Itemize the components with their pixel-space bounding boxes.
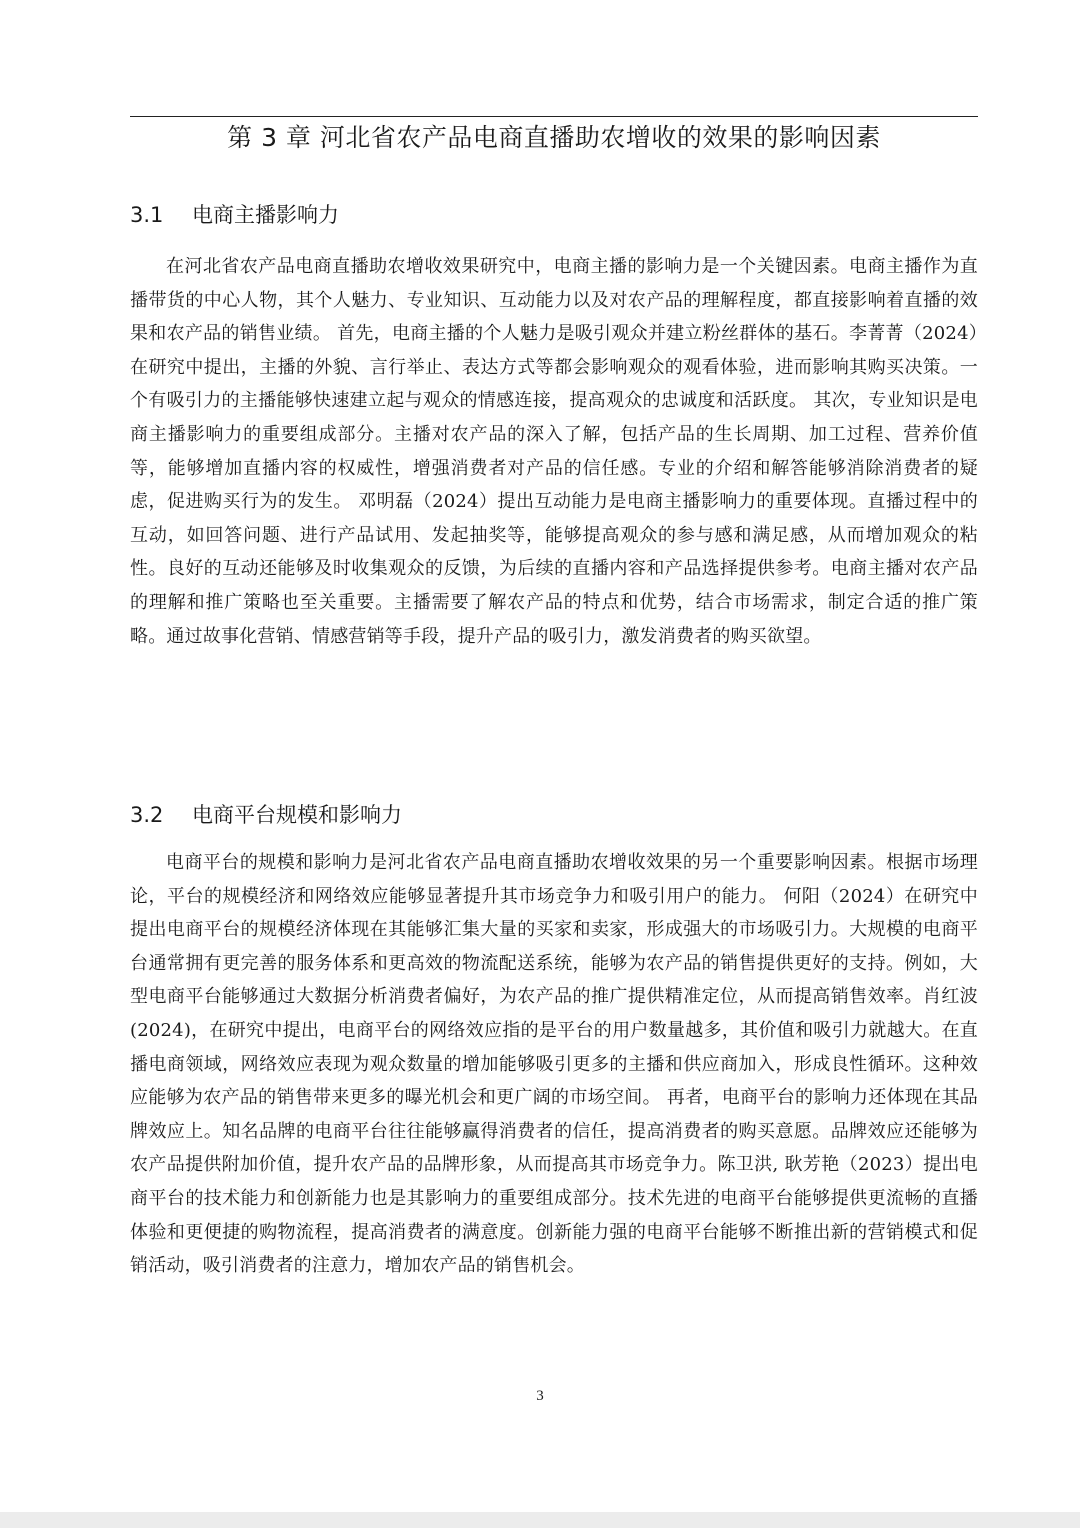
section-paragraph-3-2: 电商平台的规模和影响力是河北省农产品电商直播助农增收效果的另一个重要影响因素。根据市场理论，平台的规模经济和网络效应能够显著提升其市场竞争力和吸引用户的能力。 何阳（2024）在研究中提出电商平台的规模经济体现在其能够汇集大量的买家和卖家，形成强大的市场吸引力。大规模的电商平台通常拥有更完善的服务体系和更高效的物流配送系统，能够为农产品的销售提供更好的支持。例如，大型电商平台能够通过大数据分析消费者偏好，为农产品的推广提供精准定位，从而提高销售效率。肖红波(2024)，在研究中提出，电商平台的网络效应指的是平台的用户数量越多，其价值和吸引力就越大。在直播电商领域，网络效应表现为观众数量的增加能够吸引更多的主播和供应商加入，形成良性循环。这种效应能够为农产品的销售带来更多的曝光机会和更广阔的市场空间。 再者，电商平台的影响力还体现在其品牌效应上。知名品牌的电商平台往往能够赢得消费者的信任，提高消费者的购买意愿。品牌效应还能够为农产品提供附加价值，提升农产品的品牌形象，从而提高其市场竞争力。陈卫洪, 耿芳艳（2023）提出电商平台的技术能力和创新能力也是其影响力的重要组成部分。技术先进的电商平台能够提供更流畅的直播体验和更便捷的购物流程，提高消费者的满意度。创新能力强的电商平台能够不断推出新的营销模式和促销活动，吸引消费者的注意力，增加农产品的销售机会。 xyxy=(130,852,978,1277)
section-heading-3-1 xyxy=(130,200,978,230)
page-number: 3 xyxy=(536,1388,544,1404)
header-rule xyxy=(130,116,978,117)
page-bottom-edge xyxy=(0,1512,1080,1528)
section-title: 电商平台规模和影响力 xyxy=(192,803,402,827)
chapter-title: 第 3 章 河北省农产品电商直播助农增收的效果的影响因素 xyxy=(227,123,881,152)
section-heading-3-2 xyxy=(130,800,978,830)
section-number: 3.2 xyxy=(130,803,164,827)
section-number: 3.1 xyxy=(130,203,164,227)
section-title: 电商主播影响力 xyxy=(192,203,339,227)
section-paragraph-3-1: 在河北省农产品电商直播助农增收效果研究中，电商主播的影响力是一个关键因素。电商主播作为直播带货的中心人物，其个人魅力、专业知识、互动能力以及对农产品的理解程度，都直接影响着直播的效果和农产品的销售业绩。 首先，电商主播的个人魅力是吸引观众并建立粉丝群体的基石。李菁菁（2024）在研究中提出，主播的外貌、言行举止、表达方式等都会影响观众的观看体验，进而影响其购买决策。一个有吸引力的主播能够快速建立起与观众的情感连接，提高观众的忠诚度和活跃度。 其次，专业知识是电商主播影响力的重要组成部分。主播对农产品的深入了解，包括产品的生长周期、加工过程、营养价值等，能够增加直播内容的权威性，增强消费者对产品的信任感。专业的介绍和解答能够消除消费者的疑虑，促进购买行为的发生。 邓明磊（2024）提出互动能力是电商主播影响力的重要体现。直播过程中的互动，如回答问题、进行产品试用、发起抽奖等，能够提高观众的参与感和满足感，从而增加观众的粘性。良好的互动还能够及时收集观众的反馈，为后续的直播内容和产品选择提供参考。电商主播对农产品的理解和推广策略也至关重要。主播需要了解农产品的特点和优势，结合市场需求，制定合适的推广策略。通过故事化营销、情感营销等手段，提升产品的吸引力，激发消费者的购买欲望。 xyxy=(130,256,978,647)
